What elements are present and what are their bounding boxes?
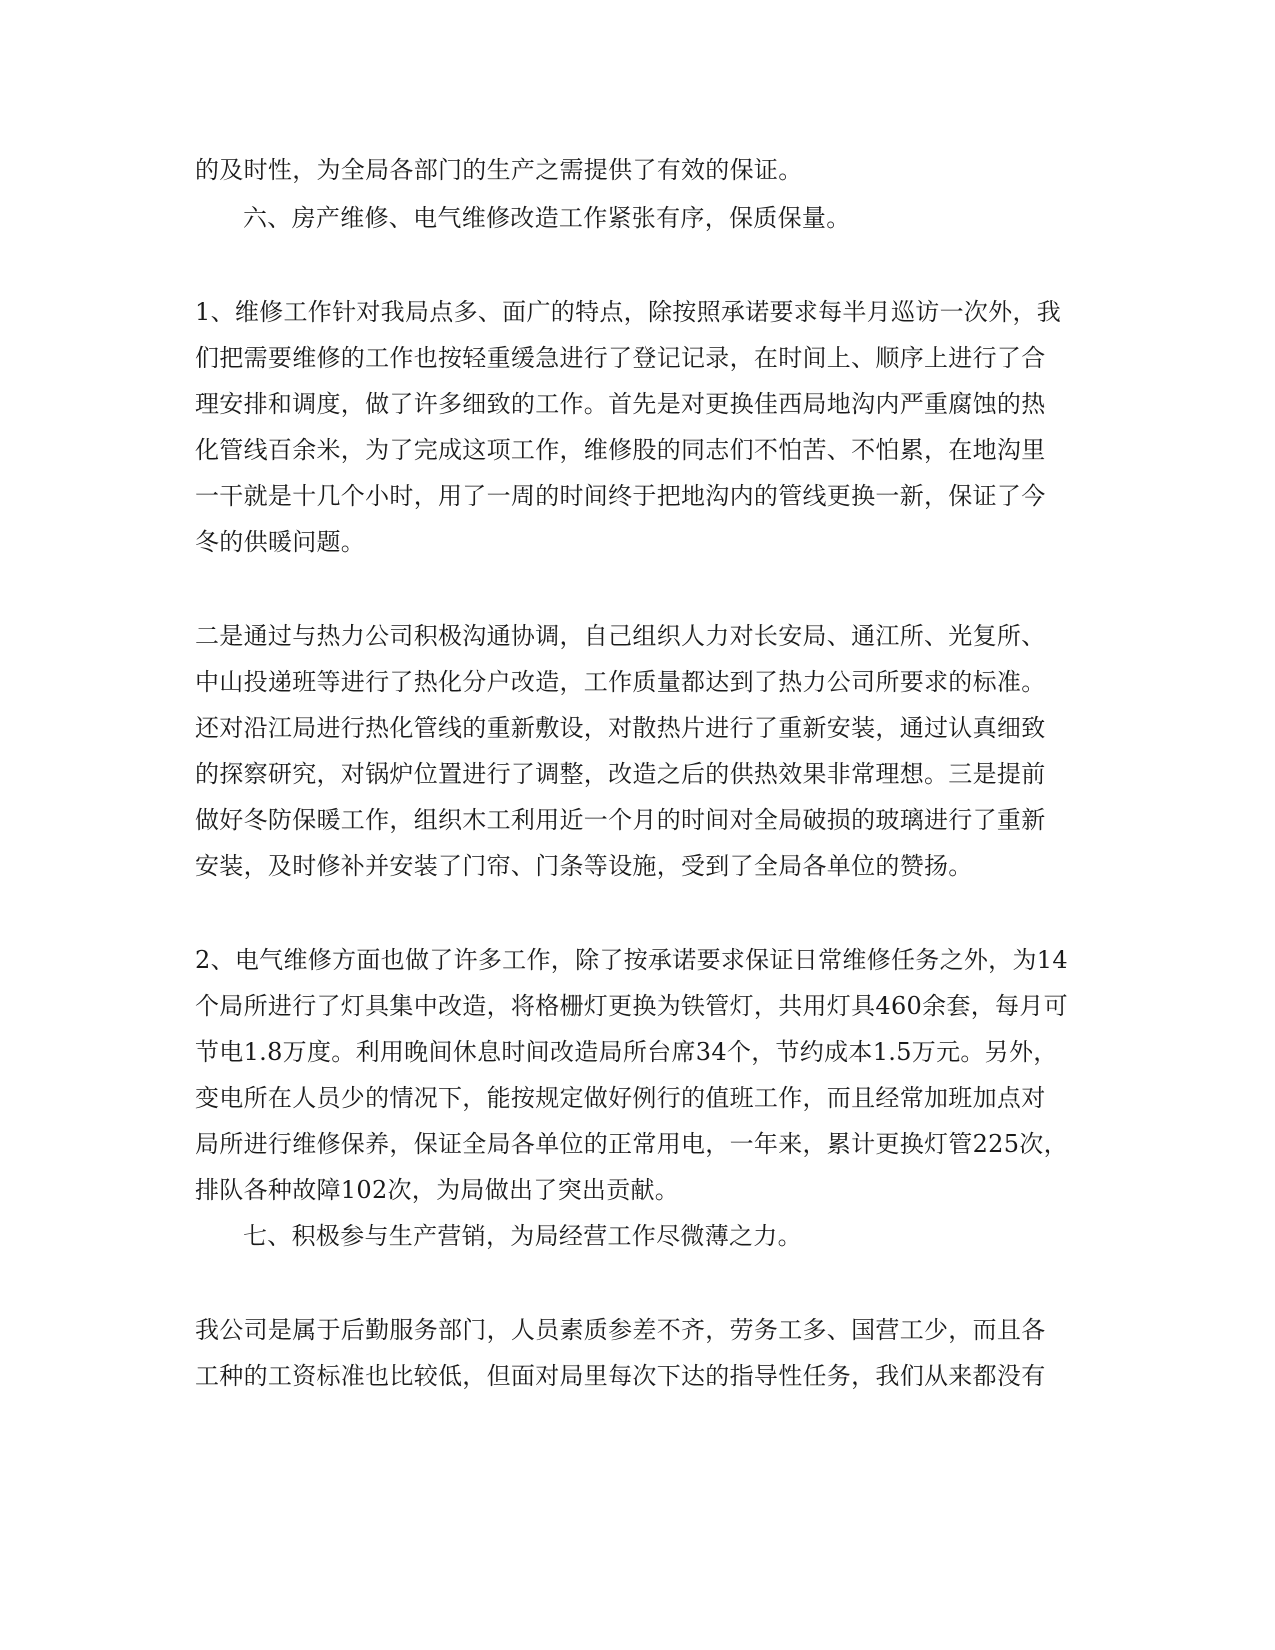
text-line: 还对沿江局进行热化管线的重新敷设，对散热片进行了重新安装，通过认真细致 <box>195 714 1046 742</box>
text-line: 1、维修工作针对我局点多、面广的特点，除按照承诺要求每半月巡访一次外，我 <box>195 298 1062 326</box>
text-line: 们把需要维修的工作也按轻重缓急进行了登记记录，在时间上、顺序上进行了合 <box>195 344 1046 372</box>
text-line: 2、电气维修方面也做了许多工作，除了按承诺要求保证日常维修任务之外，为14 <box>195 946 1068 974</box>
text-line: 个局所进行了灯具集中改造，将格栅灯更换为铁管灯，共用灯具460余套，每月可 <box>195 992 1068 1020</box>
text-line: 局所进行维修保养，保证全局各单位的正常用电，一年来，累计更换灯管225次， <box>195 1130 1068 1158</box>
text-line: 一干就是十几个小时，用了一周的时间终于把地沟内的管线更换一新，保证了今 <box>195 482 1046 510</box>
text-line: 理安排和调度，做了许多细致的工作。首先是对更换佳西局地沟内严重腐蚀的热 <box>195 390 1046 418</box>
text-line: 安装，及时修补并安装了门帘、门条等设施，受到了全局各单位的赞扬。 <box>195 852 973 880</box>
text-line: 二是通过与热力公司积极沟通协调，自己组织人力对长安局、通江所、光复所、 <box>195 622 1046 650</box>
text-line: 中山投递班等进行了热化分户改造，工作质量都达到了热力公司所要求的标准。 <box>195 668 1046 696</box>
text-line: 工种的工资标准也比较低，但面对局里每次下达的指导性任务，我们从来都没有 <box>195 1362 1046 1390</box>
text-line: 排队各种故障102次，为局做出了突出贡献。 <box>195 1176 680 1204</box>
text-line: 的及时性，为全局各部门的生产之需提供了有效的保证。 <box>195 156 803 184</box>
text-line: 我公司是属于后勤服务部门，人员素质参差不齐，劳务工多、国营工少，而且各 <box>195 1316 1046 1344</box>
text-line: 的探察研究，对锅炉位置进行了调整，改造之后的供热效果非常理想。三是提前 <box>195 760 1046 788</box>
text-line: 做好冬防保暖工作，组织木工利用近一个月的时间对全局破损的玻璃进行了重新 <box>195 806 1046 834</box>
section-heading-6: 六、房产维修、电气维修改造工作紧张有序，保质保量。 <box>243 204 851 232</box>
text-line: 节电1.8万度。利用晚间休息时间改造局所台席34个，节约成本1.5万元。另外， <box>195 1038 1058 1066</box>
text-line: 变电所在人员少的情况下，能按规定做好例行的值班工作，而且经常加班加点对 <box>195 1084 1046 1112</box>
section-heading-7: 七、积极参与生产营销，为局经营工作尽微薄之力。 <box>243 1222 802 1250</box>
text-line: 冬的供暖问题。 <box>195 528 366 556</box>
text-line: 化管线百余米，为了完成这项工作，维修股的同志们不怕苦、不怕累，在地沟里 <box>195 436 1046 464</box>
